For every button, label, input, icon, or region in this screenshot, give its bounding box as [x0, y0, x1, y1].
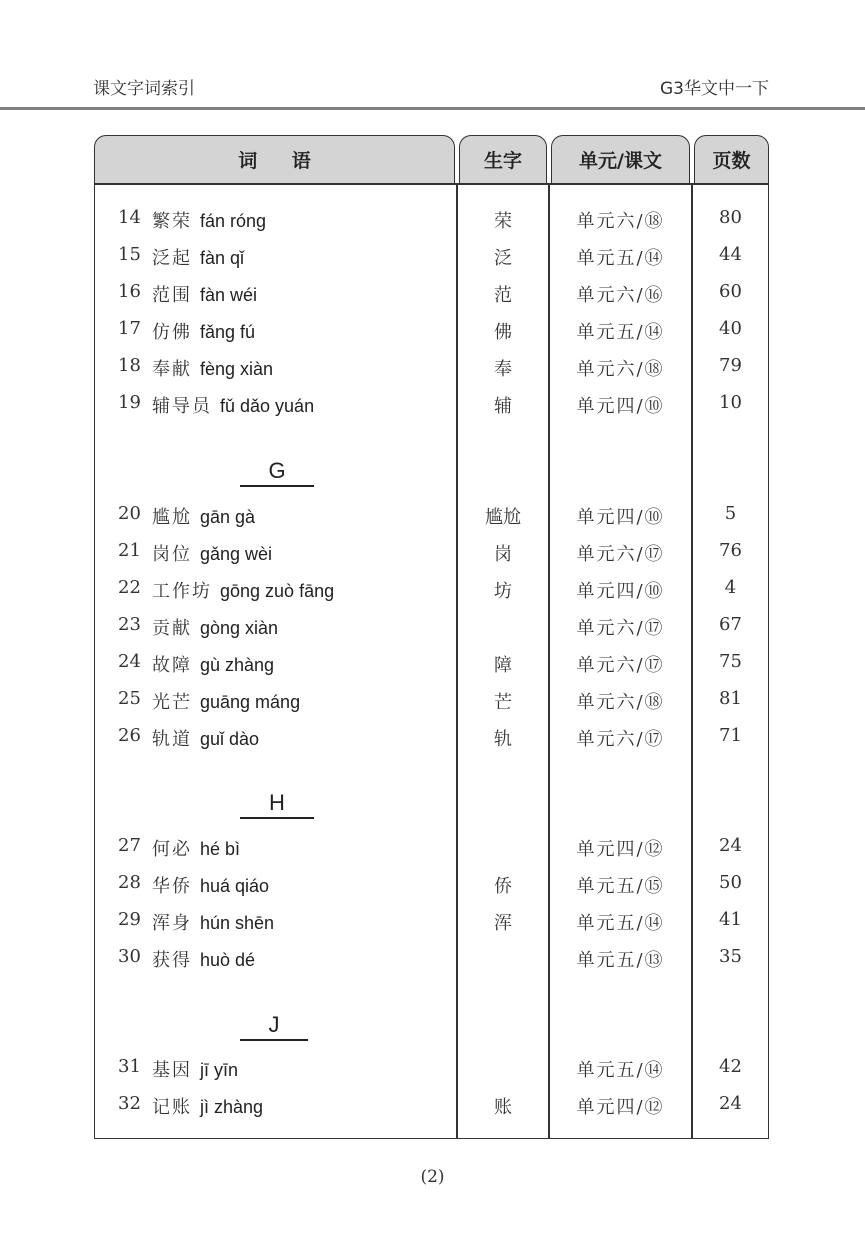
unit-lesson-cell: 单元四/⑫ — [576, 839, 665, 860]
column-header-page: 页数 — [694, 135, 769, 183]
row-number: 21 — [118, 540, 141, 561]
word: 故障 — [152, 655, 192, 676]
pinyin: gòng xiàn — [200, 618, 279, 638]
pinyin: fǔ dǎo yuán — [220, 396, 315, 416]
unit-lesson-cell: 单元六/⑯ — [576, 285, 665, 306]
word-cell — [152, 540, 272, 566]
new-char-cell: 尴尬 — [485, 507, 521, 528]
unit-lesson-cell: 单元五/⑬ — [576, 950, 665, 971]
row-number: 19 — [118, 392, 141, 413]
column-header-words: 词 语 — [94, 135, 455, 183]
new-char-cell: 账 — [494, 1097, 512, 1118]
table-row — [94, 536, 769, 566]
unit-lesson-cell: 单元五/⑭ — [576, 913, 665, 934]
pinyin: fàn qǐ — [200, 248, 245, 268]
header-divider — [0, 107, 865, 110]
word: 奉献 — [152, 359, 192, 380]
section-letter-h: H — [240, 790, 314, 819]
row-number: 27 — [118, 835, 141, 856]
unit-lesson-cell: 单元五/⑮ — [576, 876, 665, 897]
section-letter-g: G — [240, 458, 314, 487]
word: 辅导员 — [152, 396, 212, 417]
page-number: (2) — [420, 1167, 445, 1187]
pinyin: guāng máng — [200, 692, 301, 712]
word-cell — [152, 1056, 238, 1082]
new-char-cell: 障 — [494, 655, 512, 676]
pinyin: gǎng wèi — [200, 544, 273, 564]
table-row — [94, 203, 769, 233]
page-cell: 71 — [719, 725, 742, 746]
pinyin: huò dé — [200, 950, 256, 970]
page-cell: 24 — [719, 1093, 742, 1114]
page-cell: 80 — [719, 207, 742, 228]
table-row — [94, 610, 769, 640]
row-number: 23 — [118, 614, 141, 635]
page-cell: 67 — [719, 614, 742, 635]
unit-lesson-cell: 单元五/⑭ — [576, 248, 665, 269]
word-cell — [152, 725, 259, 751]
word-cell — [152, 909, 274, 935]
pinyin: gōng zuò fāng — [220, 581, 335, 601]
page-cell: 60 — [719, 281, 742, 302]
new-char-cell: 范 — [494, 285, 512, 306]
column-header-unit-lesson: 单元/课文 — [551, 135, 690, 183]
table-row — [94, 314, 769, 344]
pinyin: jī yīn — [200, 1060, 239, 1080]
page-header — [0, 0, 865, 112]
page-cell: 42 — [719, 1056, 742, 1077]
new-char-cell: 荣 — [494, 211, 512, 232]
row-number: 14 — [118, 207, 141, 228]
row-number: 28 — [118, 872, 141, 893]
pinyin: guǐ dào — [200, 729, 260, 749]
pinyin: fán róng — [200, 211, 267, 231]
unit-lesson-cell: 单元六/⑱ — [576, 211, 665, 232]
page-cell: 24 — [719, 835, 742, 856]
index-title: 课文字词索引 — [93, 79, 195, 99]
table-row — [94, 647, 769, 677]
word-cell — [152, 688, 300, 714]
word-cell — [152, 651, 274, 677]
row-number: 29 — [118, 909, 141, 930]
row-number: 22 — [118, 577, 141, 598]
word-cell — [152, 946, 255, 972]
pinyin: hún shēn — [200, 913, 275, 933]
word: 岗位 — [152, 544, 192, 565]
table-row — [94, 499, 769, 529]
pinyin: jì zhàng — [200, 1097, 264, 1117]
table-row — [94, 1089, 769, 1119]
table-row — [94, 277, 769, 307]
unit-lesson-cell: 单元五/⑭ — [576, 322, 665, 343]
word-cell — [152, 614, 278, 640]
page-cell: 10 — [719, 392, 742, 413]
word: 繁荣 — [152, 211, 192, 232]
word: 工作坊 — [152, 581, 212, 602]
table-row — [94, 240, 769, 270]
unit-lesson-cell: 单元四/⑩ — [576, 581, 665, 602]
new-char-cell: 泛 — [494, 248, 512, 269]
pinyin: gān gà — [200, 507, 256, 527]
page-cell: 5 — [724, 503, 737, 524]
new-char-cell: 坊 — [494, 581, 512, 602]
page-cell: 76 — [719, 540, 742, 561]
new-char-cell: 辅 — [494, 396, 512, 417]
word: 范围 — [152, 285, 192, 306]
book-title: G3华文中一下 — [660, 79, 769, 99]
table-row — [94, 721, 769, 751]
word-cell — [152, 355, 273, 381]
page-cell: 44 — [719, 244, 742, 265]
word-cell — [152, 392, 314, 418]
column-header-new-chars: 生字 — [459, 135, 547, 183]
pinyin: huá qiáo — [200, 876, 270, 896]
word: 轨道 — [152, 729, 192, 750]
table-row — [94, 942, 769, 972]
word: 浑身 — [152, 913, 192, 934]
row-number: 20 — [118, 503, 141, 524]
word-cell — [152, 207, 266, 233]
new-char-cell: 芒 — [494, 692, 512, 713]
word: 获得 — [152, 950, 192, 971]
page-cell: 81 — [719, 688, 742, 709]
table-row — [94, 684, 769, 714]
unit-lesson-cell: 单元五/⑭ — [576, 1060, 665, 1081]
row-number: 15 — [118, 244, 141, 265]
table-row — [94, 905, 769, 935]
pinyin: fèng xiàn — [200, 359, 274, 379]
word: 仿佛 — [152, 322, 192, 343]
word: 记账 — [152, 1097, 192, 1118]
page-cell: 50 — [719, 872, 742, 893]
new-char-cell: 奉 — [494, 359, 512, 380]
word-cell — [152, 503, 255, 529]
section-letter-j: J — [240, 1012, 308, 1041]
pinyin: hé bì — [200, 839, 241, 859]
row-number: 26 — [118, 725, 141, 746]
word-cell — [152, 872, 269, 898]
table-row — [94, 1052, 769, 1082]
row-number: 24 — [118, 651, 141, 672]
word: 华侨 — [152, 876, 192, 897]
word-cell — [152, 318, 255, 344]
unit-lesson-cell: 单元四/⑫ — [576, 1097, 665, 1118]
unit-lesson-cell: 单元四/⑩ — [576, 396, 665, 417]
pinyin: fàn wéi — [200, 285, 258, 305]
word-cell — [152, 281, 257, 307]
row-number: 17 — [118, 318, 141, 339]
word-cell — [152, 244, 244, 270]
row-number: 31 — [118, 1056, 141, 1077]
new-char-cell: 侨 — [494, 876, 512, 897]
word: 何必 — [152, 839, 192, 860]
row-number: 25 — [118, 688, 141, 709]
page-cell: 79 — [719, 355, 742, 376]
table-row — [94, 868, 769, 898]
unit-lesson-cell: 单元六/⑰ — [576, 655, 665, 676]
pinyin: fǎng fú — [200, 322, 256, 342]
word: 基因 — [152, 1060, 192, 1081]
row-number: 16 — [118, 281, 141, 302]
pinyin: gù zhàng — [200, 655, 275, 675]
table-row — [94, 388, 769, 418]
table-row — [94, 351, 769, 381]
page-cell: 75 — [719, 651, 742, 672]
word-cell — [152, 577, 334, 603]
word: 贡献 — [152, 618, 192, 639]
word: 泛起 — [152, 248, 192, 269]
unit-lesson-cell: 单元四/⑩ — [576, 507, 665, 528]
unit-lesson-cell: 单元六/⑰ — [576, 618, 665, 639]
new-char-cell: 轨 — [494, 729, 512, 750]
row-number: 18 — [118, 355, 141, 376]
unit-lesson-cell: 单元六/⑰ — [576, 729, 665, 750]
word: 尴尬 — [152, 507, 192, 528]
unit-lesson-cell: 单元六/⑱ — [576, 692, 665, 713]
table-row — [94, 831, 769, 861]
word-cell — [152, 1093, 263, 1119]
row-number: 32 — [118, 1093, 141, 1114]
new-char-cell: 浑 — [494, 913, 512, 934]
word-cell — [152, 835, 240, 861]
page-cell: 35 — [719, 946, 742, 967]
row-number: 30 — [118, 946, 141, 967]
table-header-divider — [94, 183, 769, 185]
page-cell: 4 — [724, 577, 737, 598]
table-row — [94, 573, 769, 603]
new-char-cell: 岗 — [494, 544, 512, 565]
unit-lesson-cell: 单元六/⑱ — [576, 359, 665, 380]
word: 光芒 — [152, 692, 192, 713]
new-char-cell: 佛 — [494, 322, 512, 343]
page-cell: 41 — [719, 909, 742, 930]
unit-lesson-cell: 单元六/⑰ — [576, 544, 665, 565]
page-cell: 40 — [719, 318, 742, 339]
